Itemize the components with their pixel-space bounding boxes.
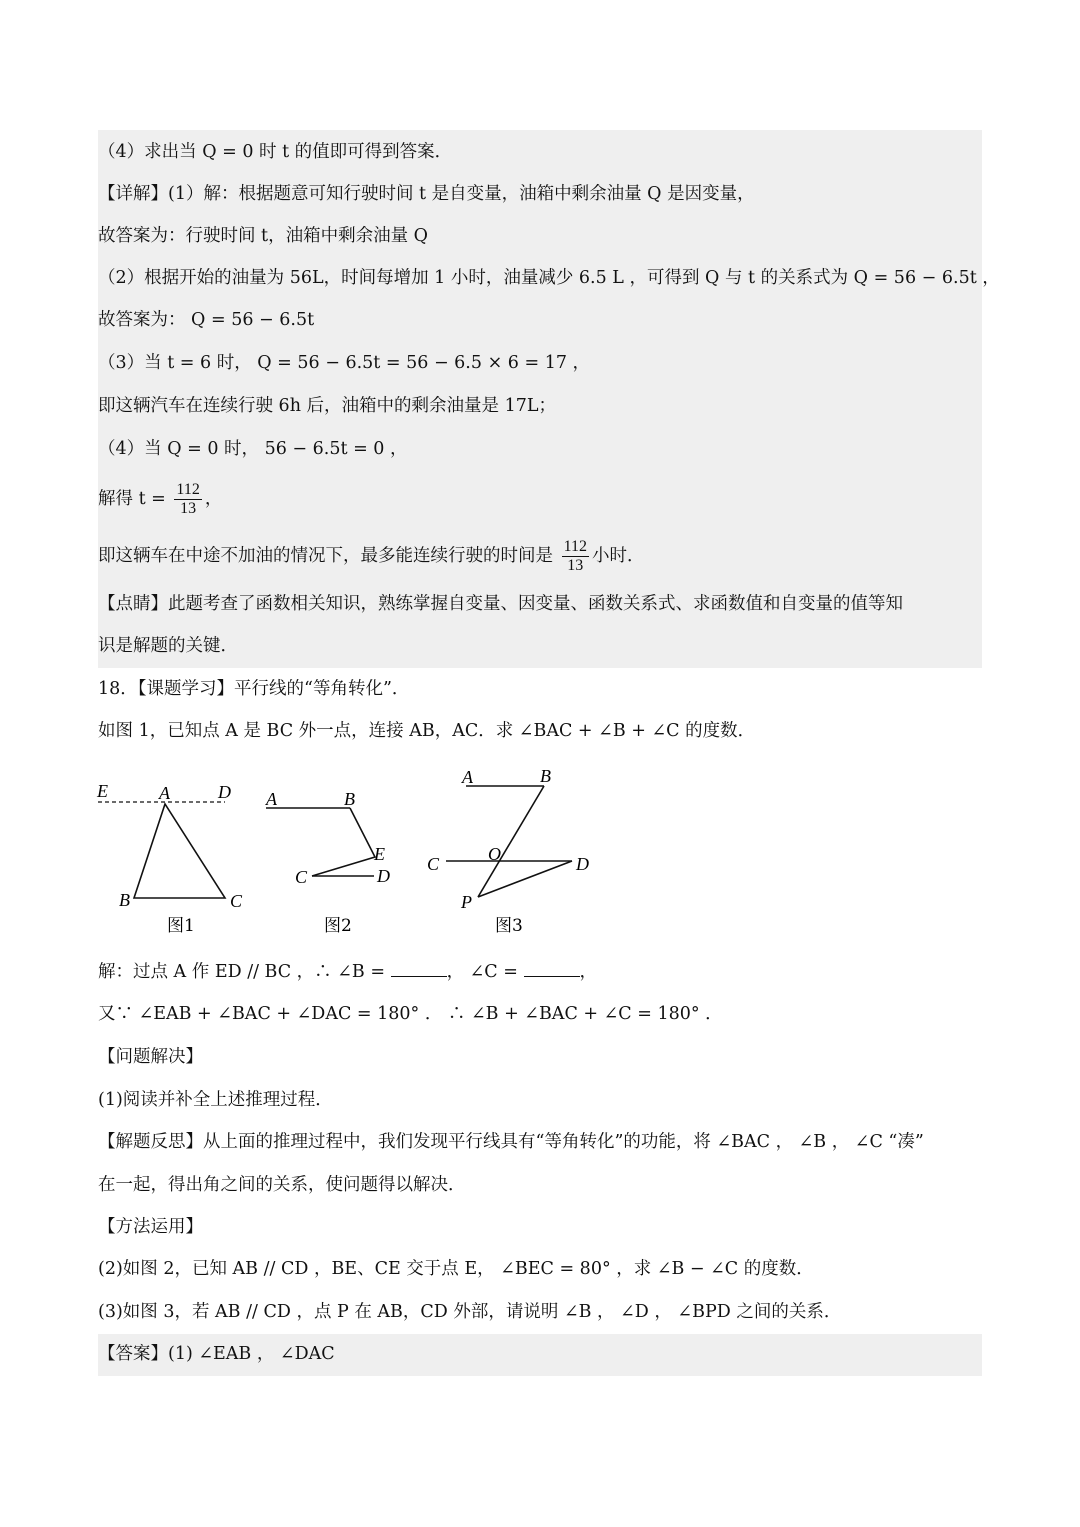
fraction-denominator-2: 13	[567, 557, 584, 574]
fig1-label-c: C	[230, 891, 243, 911]
reasoning-part-a: 解：过点 A 作 ED // BC ，∴ ∠B =	[98, 962, 385, 982]
fig3-label-c: C	[427, 854, 440, 874]
text-line-12: 识是解题的关键．	[98, 636, 238, 656]
detail-tag: 【详解】	[98, 184, 168, 204]
fig3-label-p: P	[461, 892, 472, 912]
text-line-5: 故答案为： Q = 56 − 6.5t	[98, 310, 315, 330]
fig3-line-bp	[478, 786, 544, 897]
fig1-label-b: B	[119, 890, 130, 910]
reasoning-part-b: ， ∠C =	[446, 962, 518, 982]
fraction-numerator-2: 112	[563, 538, 587, 555]
text-line-3: 故答案为：行驶时间 t，油箱中剩余油量 Q	[98, 226, 429, 246]
text-line-8: （4）当 Q = 0 时， 56 − 6.5t = 0 ，	[98, 439, 408, 459]
reflection-text: 从上面的推理过程中，我们发现平行线具有“等角转化”的功能，将 ∠BAC ， ∠B ， ∠C “凑”	[203, 1132, 924, 1152]
figure-1	[96, 781, 243, 936]
blank-angle-c[interactable]	[524, 960, 580, 977]
comment-tag: 【点睛】	[98, 594, 168, 614]
reasoning-line-2: 又∵ ∠EAB + ∠BAC + ∠DAC = 180° ． ∴ ∠B + ∠BAC + ∠C = 180° ．	[98, 1004, 723, 1024]
fraction-numerator: 112	[176, 481, 200, 498]
fig1-label-e: E	[97, 781, 108, 801]
reflection-line-1	[98, 1129, 924, 1155]
text-line-6: （3）当 t = 6 时， Q = 56 − 6.5t = 56 − 6.5 × 6 = 17 ，	[98, 353, 591, 373]
text-line-11	[98, 591, 903, 617]
answer-tag: 【答案】	[98, 1344, 168, 1364]
fig2-label-a: A	[266, 789, 277, 809]
fig2-caption: 图2	[324, 916, 352, 936]
fig2-label-c: C	[295, 867, 308, 887]
fig2-label-e: E	[374, 844, 385, 864]
fig3-caption: 图3	[495, 916, 523, 936]
fig3-label-a: A	[462, 767, 473, 787]
fig1-triangle	[134, 804, 225, 898]
fig1-caption: 图1	[167, 916, 195, 936]
reflection-line-2: 在一起，得出角之间的关系，使问题得以解决．	[98, 1175, 466, 1195]
max-time-prefix: 即这辆车在中途不加油的情况下，最多能连续行驶的时间是	[98, 546, 553, 566]
comment-text: 此题考查了函数相关知识，熟练掌握自变量、因变量、函数关系式、求函数值和自变量的值等知	[168, 594, 903, 614]
answer-text: (1) ∠EAB ， ∠DAC	[168, 1344, 335, 1364]
text-line-9	[98, 473, 222, 525]
fig2-label-d: D	[377, 866, 390, 886]
reasoning-part-c: ，	[579, 962, 597, 982]
fig3-label-d: D	[576, 854, 589, 874]
answer-line	[98, 1341, 335, 1367]
figure-3	[427, 766, 589, 936]
question-2: (2)如图 2，已知 AB // CD ，BE、CE 交于点 E， ∠BEC = 80° ，求 ∠B − ∠C 的度数．	[98, 1259, 814, 1279]
max-time-suffix: 小时．	[591, 546, 645, 566]
fraction-denominator: 13	[180, 500, 197, 517]
detail-text: (1）解：根据题意可知行驶时间 t 是自变量，油箱中剩余油量 Q 是因变量，	[168, 184, 755, 204]
problem-18-title: 18．【课题学习】平行线的“等角转化”．	[98, 679, 410, 699]
text-line-4: （2）根据开始的油量为 56L，时间每增加 1 小时，油量减少 6.5 L ，可得到 Q 与 t 的关系式为 Q = 56 − 6.5t ，	[98, 268, 1000, 288]
text-line-2	[98, 181, 755, 207]
problem-18-statement: 如图 1，已知点 A 是 BC 外一点，连接 AB，AC．求 ∠BAC + ∠B + ∠C 的度数．	[98, 721, 756, 741]
geometry-figures	[0, 760, 1080, 960]
question-3: (3)如图 3，若 AB // CD ，点 P 在 AB，CD 外部，请说明 ∠B ， ∠D ， ∠BPD 之间的关系．	[98, 1302, 842, 1322]
fig1-label-a: A	[159, 783, 170, 803]
fig3-label-b: B	[540, 766, 551, 786]
fig2-label-b: B	[344, 789, 355, 809]
question-1: (1)阅读并补全上述推理过程．	[98, 1090, 333, 1110]
solve-suffix: ，	[204, 489, 223, 509]
reasoning-line-1	[98, 959, 597, 985]
solve-prefix: 解得 t =	[98, 489, 166, 509]
figure-2	[265, 789, 390, 936]
blank-angle-b[interactable]	[391, 960, 447, 977]
fig3-label-o: O	[488, 844, 501, 864]
text-line-1: （4）求出当 Q = 0 时 t 的值即可得到答案．	[98, 142, 453, 162]
section-problem-solving: 【问题解决】	[98, 1047, 203, 1067]
text-line-7: 即这辆汽车在连续行驶 6h 后，油箱中的剩余油量是 17L；	[98, 396, 556, 416]
text-line-10	[98, 530, 644, 582]
reflection-tag: 【解题反思】	[98, 1132, 203, 1152]
fraction-time	[562, 538, 589, 575]
fig3-line-pd	[478, 861, 572, 897]
fraction-t	[174, 481, 201, 518]
fig1-label-d: D	[218, 782, 231, 802]
section-method: 【方法运用】	[98, 1217, 203, 1237]
fig2-path-bec	[312, 808, 375, 876]
